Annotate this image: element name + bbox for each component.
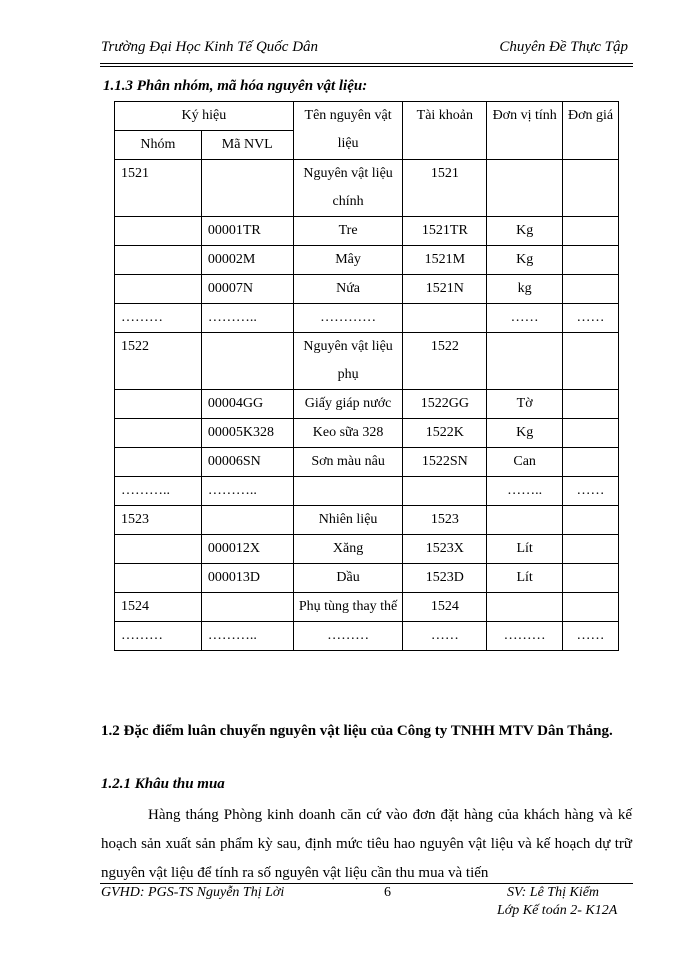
cell-tai-khoan: 1521N xyxy=(403,275,487,304)
cell-don-gia xyxy=(563,275,619,304)
cell-don-vi: …….. xyxy=(487,477,563,506)
cell-ten-nvl: Nứa xyxy=(293,275,403,304)
cell-ten-nvl: Sơn màu nâu xyxy=(293,448,403,477)
cell-nhom xyxy=(115,419,202,448)
footer-student: SV: Lê Thị Kiểm xyxy=(507,885,600,900)
cell-ten-nvl: Nguyên vật liệu phụ xyxy=(293,333,403,390)
table-row xyxy=(115,390,619,419)
cell-don-gia xyxy=(563,506,619,535)
cell-ten-nvl: Xăng xyxy=(293,535,403,564)
table-row xyxy=(115,246,619,275)
cell-nhom: ……… xyxy=(115,304,202,333)
table-row xyxy=(115,593,619,622)
cell-ma-nvl: 00005K328 xyxy=(201,419,293,448)
cell-nhom: 1523 xyxy=(115,506,202,535)
header-ky-hieu: Ký hiệu xyxy=(115,102,294,131)
cell-ma-nvl xyxy=(201,333,293,390)
cell-tai-khoan: 1522K xyxy=(403,419,487,448)
table-body xyxy=(115,102,619,651)
cell-tai-khoan: 1523 xyxy=(403,506,487,535)
cell-ten-nvl: Mây xyxy=(293,246,403,275)
table-row xyxy=(115,217,619,246)
cell-ma-nvl: 00006SN xyxy=(201,448,293,477)
header-tai-khoan: Tài khoản xyxy=(403,102,487,160)
cell-ten-nvl: Dầu xyxy=(293,564,403,593)
cell-don-gia: …… xyxy=(563,304,619,333)
cell-don-vi: Lít xyxy=(487,535,563,564)
cell-don-gia xyxy=(563,246,619,275)
cell-don-gia xyxy=(563,419,619,448)
cell-don-gia xyxy=(563,160,619,217)
table-row xyxy=(115,564,619,593)
header-school-name: Trường Đại Học Kinh Tế Quốc Dân xyxy=(101,39,319,55)
cell-don-gia xyxy=(563,217,619,246)
cell-tai-khoan: 1521M xyxy=(403,246,487,275)
cell-don-vi: Kg xyxy=(487,419,563,448)
body-paragraph: Hàng tháng Phòng kinh doanh căn cứ vào đơn đặt hàng của khách hàng và kế hoạch sản xuất sản phẩm kỳ sau, định mức tiêu hao nguyên vật liệu và kế hoạch dự trữ nguyên vật liệu để tính ra số nguyên vật liệu cần thu mua và tiến xyxy=(101,807,632,881)
cell-don-gia: …… xyxy=(563,622,619,651)
cell-don-gia xyxy=(563,564,619,593)
material-code-table xyxy=(114,101,619,651)
cell-nhom xyxy=(115,390,202,419)
cell-nhom xyxy=(115,275,202,304)
header-divider-thin xyxy=(100,66,633,67)
cell-ma-nvl: 000013D xyxy=(201,564,293,593)
table-row xyxy=(115,506,619,535)
cell-don-vi: Can xyxy=(487,448,563,477)
section-title: 1.1.3 Phân nhóm, mã hóa nguyên vật liệu: xyxy=(103,78,368,94)
cell-ten-nvl xyxy=(293,477,403,506)
cell-ten-nvl: Tre xyxy=(293,217,403,246)
cell-don-gia xyxy=(563,333,619,390)
header-ten-nvl: Tên nguyên vật liệu xyxy=(293,102,403,160)
cell-tai-khoan: 1521TR xyxy=(403,217,487,246)
cell-ma-nvl: ……….. xyxy=(201,477,293,506)
cell-don-vi: Kg xyxy=(487,217,563,246)
cell-don-vi: …… xyxy=(487,304,563,333)
table-row xyxy=(115,333,619,390)
cell-nhom xyxy=(115,448,202,477)
cell-nhom: 1521 xyxy=(115,160,202,217)
cell-don-vi: Tờ xyxy=(487,390,563,419)
cell-don-vi xyxy=(487,333,563,390)
table-header-row-1 xyxy=(115,102,619,131)
table-row xyxy=(115,448,619,477)
table-row xyxy=(115,477,619,506)
cell-nhom: ……… xyxy=(115,622,202,651)
cell-nhom: 1524 xyxy=(115,593,202,622)
cell-tai-khoan: 1523X xyxy=(403,535,487,564)
table-row xyxy=(115,304,619,333)
heading-1-2-1: 1.2.1 Khâu thu mua xyxy=(101,776,225,792)
table-row xyxy=(115,535,619,564)
cell-ma-nvl: 000012X xyxy=(201,535,293,564)
cell-don-vi: Kg xyxy=(487,246,563,275)
cell-tai-khoan xyxy=(403,304,487,333)
header-ma-nvl: Mã NVL xyxy=(201,131,293,160)
footer-divider xyxy=(100,883,633,884)
cell-tai-khoan: 1522SN xyxy=(403,448,487,477)
header-divider xyxy=(100,63,633,64)
cell-don-vi: kg xyxy=(487,275,563,304)
footer-supervisor: GVHD: PGS-TS Nguyễn Thị Lời xyxy=(101,885,285,900)
cell-tai-khoan: 1523D xyxy=(403,564,487,593)
cell-nhom xyxy=(115,564,202,593)
cell-tai-khoan: 1522 xyxy=(403,333,487,390)
cell-ten-nvl: Nguyên vật liệu chính xyxy=(293,160,403,217)
cell-nhom: 1522 xyxy=(115,333,202,390)
cell-ma-nvl: 00004GG xyxy=(201,390,293,419)
cell-tai-khoan: …… xyxy=(403,622,487,651)
cell-ma-nvl: ……….. xyxy=(201,622,293,651)
cell-don-vi xyxy=(487,506,563,535)
cell-don-gia xyxy=(563,535,619,564)
cell-nhom: ……….. xyxy=(115,477,202,506)
header-nhom: Nhóm xyxy=(115,131,202,160)
cell-tai-khoan: 1521 xyxy=(403,160,487,217)
cell-don-vi: ……… xyxy=(487,622,563,651)
header-report-title: Chuyên Đề Thực Tập xyxy=(499,39,628,55)
header-don-vi: Đơn vị tính xyxy=(487,102,563,160)
cell-ma-nvl xyxy=(201,160,293,217)
table-row xyxy=(115,160,619,217)
cell-don-vi xyxy=(487,593,563,622)
cell-don-vi: Lít xyxy=(487,564,563,593)
cell-ten-nvl: Keo sữa 328 xyxy=(293,419,403,448)
cell-ma-nvl xyxy=(201,593,293,622)
header-don-gia: Đơn giá xyxy=(563,102,619,160)
cell-ma-nvl: 00002M xyxy=(201,246,293,275)
cell-ma-nvl xyxy=(201,506,293,535)
cell-don-gia xyxy=(563,593,619,622)
cell-ma-nvl: 00001TR xyxy=(201,217,293,246)
cell-ten-nvl: Nhiên liệu xyxy=(293,506,403,535)
cell-nhom xyxy=(115,217,202,246)
table-row xyxy=(115,419,619,448)
table-row xyxy=(115,622,619,651)
cell-ten-nvl: Giấy giáp nước xyxy=(293,390,403,419)
footer-class: Lớp Kế toán 2- K12A xyxy=(497,903,618,918)
page-number: 6 xyxy=(384,885,391,900)
cell-don-gia xyxy=(563,390,619,419)
cell-nhom xyxy=(115,246,202,275)
cell-ten-nvl: ……… xyxy=(293,622,403,651)
cell-nhom xyxy=(115,535,202,564)
cell-don-gia xyxy=(563,448,619,477)
cell-don-vi xyxy=(487,160,563,217)
cell-ten-nvl: Phụ tùng thay thế xyxy=(293,593,403,622)
cell-ten-nvl: ………… xyxy=(293,304,403,333)
heading-1-2: 1.2 Đặc điểm luân chuyển nguyên vật liệu của Công ty TNHH MTV Dân Thắng. xyxy=(101,723,613,739)
cell-ma-nvl: ……….. xyxy=(201,304,293,333)
cell-tai-khoan xyxy=(403,477,487,506)
cell-tai-khoan: 1522GG xyxy=(403,390,487,419)
table-row xyxy=(115,275,619,304)
cell-don-gia: …… xyxy=(563,477,619,506)
cell-tai-khoan: 1524 xyxy=(403,593,487,622)
cell-ma-nvl: 00007N xyxy=(201,275,293,304)
